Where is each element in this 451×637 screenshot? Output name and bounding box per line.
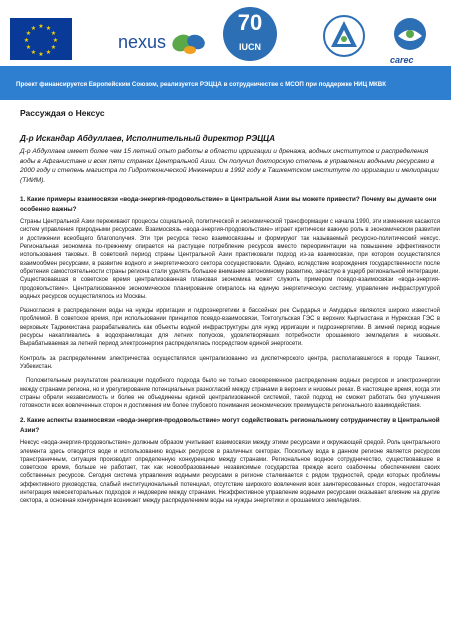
nexus-wordmark: nexus [118, 32, 167, 52]
author-bio: Д-р Абдуллаев имеет более чем 15 летний опыт работы в области ирригации и дренажа, водных институтов и распределения воды в Афганистане и всех пяти странах Центральной Азии. Он получил докторскую степень в управлении водными ресурсами в 2000 году и степень магистра по Гидротехнической Инженерии в 1992 году в Ташкентском институте по ирригации и мелиорации (ТИИМ). [20, 148, 439, 184]
carec-wordmark: carec [390, 55, 414, 65]
svg-text:★: ★ [30, 49, 37, 56]
iucn-logo [220, 4, 280, 64]
funding-banner [0, 66, 451, 100]
page-title: Рассуждая о Нексус [20, 108, 105, 118]
svg-text:70: 70 [237, 10, 263, 35]
svg-text:★: ★ [38, 51, 44, 58]
svg-text:★: ★ [45, 25, 52, 32]
nexus-logo [118, 26, 208, 56]
funding-text: Проект финансируется Европейским Союзом, реализуется РЭЦЦА в сотрудничестве с МСОП при поддержке НИЦ МКВК [16, 81, 387, 88]
sic-icwc-icon [322, 14, 366, 58]
paragraph-3: Контроль за распределением электричества осуществлялся централизованно из диспетчерского центра, располагавшегося в городе Ташкент, Узбекистан. [20, 355, 440, 370]
paragraph-1: Страны Центральной Азии переживают процессы социальной, политической и экономической трансформации с начала 1990, эти изменения касаются систем управления природными ресурсами. Взаимосвязь «вода-энергия-продовольствие» играет критически важную роль в экономическом развитии и достижении всеобщего благополучия. Эти три ресурса тесно взаимосвязаны и формируют так называемый ресурсно-политический нексус. Региональная экономика по-прежнему опирается на растущее потребление ресурсов вместо переориентации на повышение эффективности использования таковых. В советский период страны Центральной Азии практиковали подход из-за взаимосвязи, при котором осуществлялся взаимообмен ресурсами, в развитие водного и энергетического сектора сосуществовали. Однако, вследствие возрождения государственности после обретения самостоятельности страны региона стали уделять большее внимание автономному развитию, зачастую в ущерб региональной интеграции. Существовавшая в советское время централизованная плановая экономика может служить примером псевдо-взаимосвязи «вода-энергия-продовольствие». Централизованное экономическое планирование опиралось на единую энергетическую систему, управление инфраструктурой водных ресурсов осуществлялось из Москвы. [20, 219, 440, 300]
article-body [16, 108, 440, 512]
svg-text:★: ★ [50, 44, 57, 51]
paragraph-2: Разногласия в распределении воды на нужды ирригации и гидроэнергетики в бассейнах рек Сырдарья и Амударья являются широко известной проблемой. В советское время, при использовании принципов псевдо-взаимосвязи, Токтогульская ГЭС в верхних Кыргызстана и Нурекская ГЭС в верховьях Таджикистана разрабатывались как объекты водной инфраструктуры для нужд ирригации и гидроэнергетики. В зимний период водные ресурсы накапливались в водохранилищах для летних попусков, удовлетворявших потребности орошаемого земледелия в низовьях. Вырабатываемая за летний период электроэнергия распределялась посредством единой энергосети. [20, 308, 440, 348]
question-1: 1. Какие примеры взаимосвязи «вода-энергия-продовольствие» в Центральной Азии вы можете привести? Почему вы думаете они особенно важны? [20, 196, 437, 213]
eu-flag-icon [10, 18, 72, 60]
svg-text:★: ★ [38, 23, 44, 30]
carec-logo [386, 16, 434, 64]
question-2: 2. Какие аспекты взаимосвязи «вода-энергия-продовольствие» могут содействовать региональному сотрудничеству в Центральной Азии? [20, 417, 440, 434]
svg-text:★: ★ [52, 37, 59, 44]
svg-text:★: ★ [25, 30, 32, 37]
svg-text:★: ★ [30, 25, 37, 32]
svg-text:★: ★ [50, 30, 57, 37]
paragraph-4: Положительным результатом реализации подобного подхода было не только своевременное распределение водных ресурсов и электроэнергии между странами региона, но и урегулирование потенциальных разногласий между странами в верхних и низовых реках. В настоящее время, когда эти страны обрели независимость и более не объединены единой централизованной системой, такой подход не сможет работать без улучшения готовности всех вовлеченных сторон и достижения им более глубокого понимания экономических преимуществ регионального взаимодействия. [20, 378, 440, 410]
iucn-wordmark: IUCN [239, 42, 261, 52]
svg-text:★: ★ [45, 49, 52, 56]
svg-text:★: ★ [23, 37, 30, 44]
leaf-icon [168, 28, 208, 63]
logo-row [0, 0, 451, 66]
svg-text:★: ★ [25, 44, 32, 51]
author-line: Д-р Искандар Абдуллаев, Исполнительный директор РЭЦЦА [20, 134, 276, 143]
paragraph-5: Нексус «вода-энергия-продовольствие» должным образом учитывает взаимосвязи между этими ресурсами и окружающей средой. Роль центрального элемента здесь отводится воде и использованию водных ресурсов в различных секторах. Поскольку вода в данном регионе является ресурсом трансграничным, ситуация производит определенную конкуренцию между странами. Региональное водное сотрудничество, существовавшее в советское время, больше не работает, так как новообразованные независимые государства прежде всего озабочены обеспечением своих собственных ресурсов. Сегодня система управления водными ресурсами в регионе сталкивается с рядом трудностей, среди которых проблемы эффективного руководства, слабый институциональный потенциал, отсутствие широкого вовлечения всех заинтересованных сторон, недостаточная интеграция межсекторальных подходов и недоверие между странами. Неэффективное управление водными ресурсами оказывает влияние на другие сектора, а основная конкуренция возникает между распределением воды на нужды энергетики и орошаемого земледелия. [20, 440, 440, 505]
